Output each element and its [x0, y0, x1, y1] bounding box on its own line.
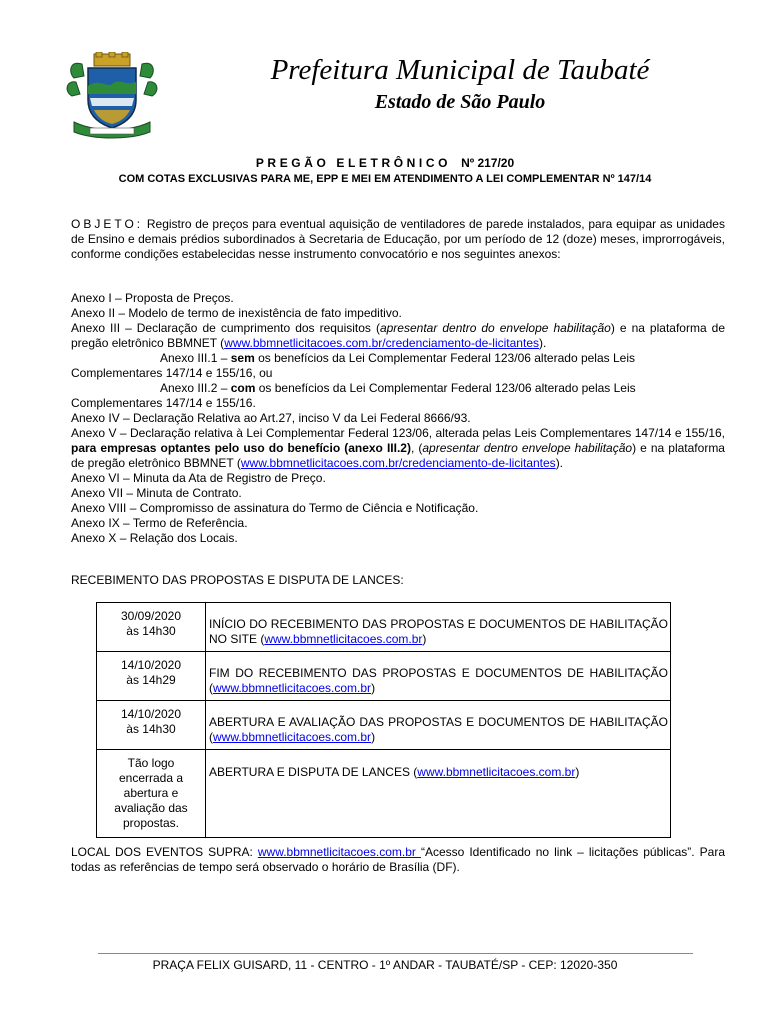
- annex-item: Anexo V – Declaração relativa à Lei Complementar Federal 123/06, alterada pelas Leis Complementares 147/14 e 155/16, para empresas optantes pelo uso do benefício (anexo III.2), (apresentar dentro envelope habilitação) e na plataforma de pregão eletrônico BBMNET (www.bbmnetlicitacoes.com.br/credenciamento-de-licitantes).: [71, 426, 725, 470]
- bbmnet-link[interactable]: www.bbmnetlicitacoes.com.br: [213, 730, 372, 744]
- schedule-description-cell: ABERTURA E DISPUTA DE LANCES (www.bbmnetlicitacoes.com.br): [206, 750, 671, 838]
- annex-item: Anexo IX – Termo de Referência.: [71, 516, 248, 530]
- schedule-description-cell: ABERTURA E AVALIAÇÃO DAS PROPOSTAS E DOCUMENTOS DE HABILITAÇÃO (www.bbmnetlicitacoes.com.br): [206, 701, 671, 750]
- annex-item: Anexo II – Modelo de termo de inexistência de fato impeditivo.: [71, 306, 402, 320]
- recebimento-heading: RECEBIMENTO DAS PROPOSTAS E DISPUTA DE LANCES:: [71, 573, 404, 587]
- schedule-table: [96, 602, 671, 838]
- header-title: Prefeitura Municipal de Taubaté: [270, 54, 650, 86]
- bbmnet-link[interactable]: www.bbmnetlicitacoes.com.br: [417, 765, 576, 779]
- credenciamento-link[interactable]: www.bbmnetlicitacoes.com.br/credenciamento-de-licitantes: [224, 336, 539, 350]
- annex-item: Anexo III – Declaração de cumprimento dos requisitos (apresentar dentro do envelope habilitação) e na plataforma de pregão eletrônico BBMNET (www.bbmnetlicitacoes.com.br/credenciamento-de-licitantes).: [71, 321, 725, 350]
- header-subtitle: Estado de São Paulo: [374, 91, 546, 113]
- schedule-date-cell: 14/10/2020 às 14h30: [97, 701, 206, 750]
- annex-list: [71, 291, 725, 546]
- schedule-row: [97, 701, 671, 750]
- schedule-date-cell: 14/10/2020 às 14h29: [97, 652, 206, 701]
- footer-address: PRAÇA FELIX GUISARD, 11 - CENTRO - 1º ANDAR - TAUBATÉ/SP - CEP: 12020-350: [152, 958, 618, 972]
- annex-subitem-continuation: Complementares 147/14 e 155/16.: [71, 396, 256, 410]
- credenciamento-link[interactable]: www.bbmnetlicitacoes.com.br/credenciamento-de-licitantes: [240, 456, 556, 470]
- bbmnet-link[interactable]: www.bbmnetlicitacoes.com.br: [213, 681, 372, 695]
- bbmnet-link[interactable]: www.bbmnetlicitacoes.com.br: [257, 845, 421, 859]
- pregao-subtitle: COM COTAS EXCLUSIVAS PARA ME, EPP E MEI EM ATENDIMENTO A LEI COMPLEMENTAR Nº 147/14: [118, 173, 652, 185]
- schedule-date-cell: Tão logo encerrada a abertura e avaliação das propostas.: [97, 750, 206, 838]
- schedule-row: [97, 603, 671, 652]
- annex-item: Anexo IV – Declaração Relativa ao Art.27, inciso V da Lei Federal 8666/93.: [71, 411, 471, 425]
- annex-item: Anexo X – Relação dos Locais.: [71, 531, 238, 545]
- objeto-text: Registro de preços para eventual aquisição de ventiladores de parede instalados, para equipar as unidades de Ensino e demais prédios subordinados à Secretaria de Educação, por um período de 12 (doze) meses, improrrogáveis, conforme condições estabelecidas nesse instrumento convocatório e nos seguintes anexos:: [71, 217, 725, 261]
- annex-subitem: Anexo III.1 – sem os benefícios da Lei Complementar Federal 123/06 alterado pelas Leis: [160, 351, 635, 365]
- pregao-number: Nº 217/20: [461, 156, 515, 170]
- objeto-label: OBJETO:: [71, 217, 144, 231]
- schedule-row: [97, 750, 671, 838]
- annex-subitem-continuation: Complementares 147/14 e 155/16, ou: [71, 366, 273, 380]
- local-eventos-paragraph: LOCAL DOS EVENTOS SUPRA: www.bbmnetlicitacoes.com.br “Acesso Identificado no link – licitações públicas”. Para todas as referências de tempo será observado o horário de Brasília (DF).: [71, 845, 725, 874]
- municipal-crest-logo: [64, 52, 160, 140]
- bbmnet-link[interactable]: www.bbmnetlicitacoes.com.br: [264, 632, 423, 646]
- pregao-title: PREGÃO ELETRÔNICO: [255, 156, 452, 170]
- schedule-date-cell: 30/09/2020 às 14h30: [97, 603, 206, 652]
- annex-item: Anexo VI – Minuta da Ata de Registro de Preço.: [71, 471, 326, 485]
- schedule-description-cell: FIM DO RECEBIMENTO DAS PROPOSTAS E DOCUMENTOS DE HABILITAÇÃO (www.bbmnetlicitacoes.com.br): [206, 652, 671, 701]
- annex-item: Anexo I – Proposta de Preços.: [71, 291, 234, 305]
- pregao-heading: [0, 156, 770, 170]
- objeto-paragraph: [71, 217, 725, 262]
- annex-item: Anexo VIII – Compromisso de assinatura do Termo de Ciência e Notificação.: [71, 501, 479, 515]
- footer-divider: [98, 953, 693, 954]
- annex-item: Anexo VII – Minuta de Contrato.: [71, 486, 242, 500]
- schedule-description-cell: INÍCIO DO RECEBIMENTO DAS PROPOSTAS E DOCUMENTOS DE HABILITAÇÃO NO SITE (www.bbmnetlicitacoes.com.br): [206, 603, 671, 652]
- schedule-row: [97, 652, 671, 701]
- annex-subitem: Anexo III.2 – com os benefícios da Lei Complementar Federal 123/06 alterado pelas Leis: [160, 381, 636, 395]
